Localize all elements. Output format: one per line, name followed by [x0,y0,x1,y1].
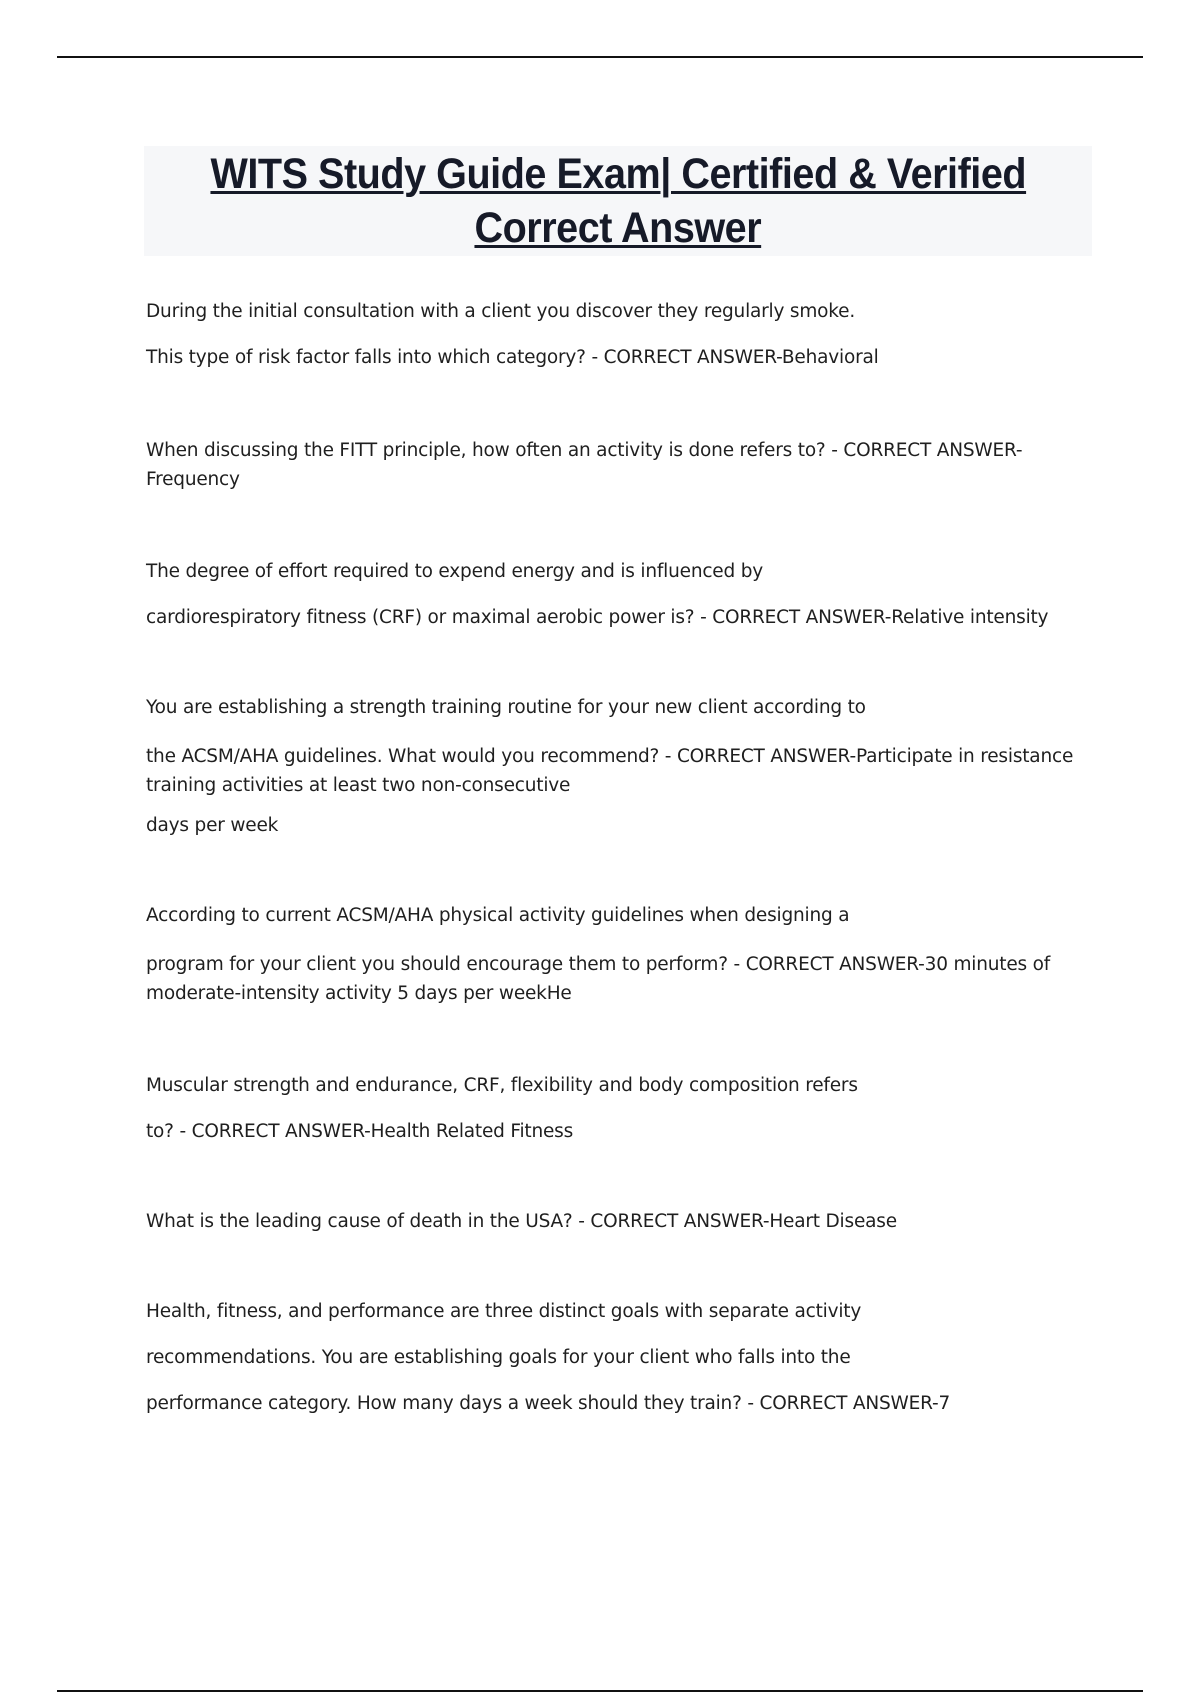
document-title [144,146,1092,256]
bottom-rule [57,1690,1143,1692]
question-answer-text: cardiorespiratory fitness (CRF) or maximal aerobic power is? - CORRECT ANSWER-Relative intensity [146,607,1049,628]
qa-item [146,1210,1096,1234]
question-text: You are establishing a strength training routine for your new client according to [146,697,866,718]
qa-item [146,436,1096,494]
question-answer-text: program for your client you should encourage them to perform? - CORRECT ANSWER-30 minutes of moderate-intensity activity 5 days per weekHe [146,954,1051,1004]
qa-item [146,300,1096,370]
question-text: Health, fitness, and performance are three distinct goals with separate activity [146,1301,862,1322]
question-answer-text: When discussing the FITT principle, how often an activity is done refers to? - CORRECT ANSWER-Frequency [146,440,1023,490]
question-text: Muscular strength and endurance, CRF, flexibility and body composition refers [146,1075,858,1096]
question-text: The degree of effort required to expend energy and is influenced by [146,561,764,582]
top-rule [57,56,1143,58]
answer-continuation-text: days per week [146,815,279,836]
qa-item [146,1074,1096,1144]
qa-item [146,560,1096,630]
question-answer-text: to? - CORRECT ANSWER-Health Related Fitness [146,1121,574,1142]
qa-item [146,904,1096,1008]
question-answer-text: the ACSM/AHA guidelines. What would you recommend? - CORRECT ANSWER-Participate in resistance training activities at least two non-consecutive [146,746,1074,796]
question-answer-text: What is the leading cause of death in the USA? - CORRECT ANSWER-Heart Disease [146,1211,897,1232]
title-line-1: WITS Study Guide Exam| Certified & Verified [210,150,1026,198]
title-line-2: Correct Answer [474,204,762,252]
qa-item [146,1300,1096,1416]
question-answer-text: This type of risk factor falls into which category? - CORRECT ANSWER-Behavioral [146,347,879,368]
qa-list [146,300,1096,1416]
question-answer-text: performance category. How many days a week should they train? - CORRECT ANSWER-7 [146,1393,951,1414]
question-text: recommendations. You are establishing goals for your client who falls into the [146,1347,851,1368]
question-text: According to current ACSM/AHA physical activity guidelines when designing a [146,905,850,926]
question-text: During the initial consultation with a client you discover they regularly smoke. [146,301,856,322]
qa-item [146,696,1096,838]
